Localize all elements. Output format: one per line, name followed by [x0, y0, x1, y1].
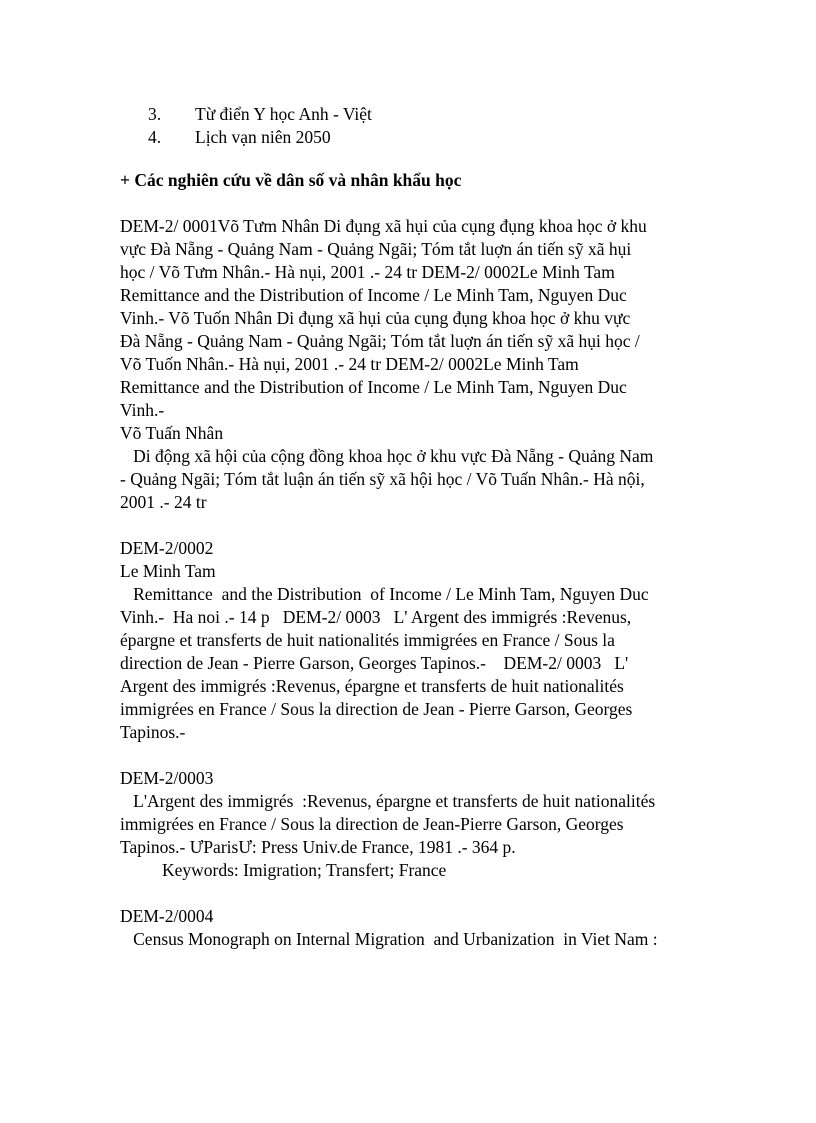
- list-item: [120, 103, 705, 126]
- entry-line: Remittance and the Distribution of Income / Le Minh Tam, Nguyen Duc: [120, 285, 627, 305]
- entry-line: Võ Tuốn Nhân.- Hà nụi, 2001 .- 24 tr DEM-2/ 0002Le Minh Tam: [120, 354, 579, 374]
- list-text: Lịch vạn niên 2050: [195, 127, 331, 147]
- entry-author: Võ Tuấn Nhân: [120, 423, 224, 443]
- list-text: Từ điển Y học Anh - Việt: [195, 104, 372, 124]
- entry-line: Tapinos.-: [120, 722, 186, 742]
- entry-line: Vinh.-: [120, 400, 165, 420]
- entry-author: Le Minh Tam: [120, 561, 216, 581]
- catalog-entry-0001: [120, 215, 705, 514]
- entry-line: Vinh.- Ha noi .- 14 p DEM-2/ 0003 L' Argent des immigrés :Revenus,: [120, 607, 632, 627]
- entry-line: Tapinos.- ƯParisƯ: Press Univ.de France, 1981 .- 364 p.: [120, 837, 516, 857]
- entry-line: vực Đà Nẵng - Quảng Nam - Quảng Ngãi; Tóm tắt luợn án tiến sỹ xã hụi: [120, 239, 632, 259]
- entry-line: direction de Jean - Pierre Garson, Georges Tapinos.- DEM-2/ 0003 L': [120, 653, 629, 673]
- entry-line: Di động xã hội của cộng đồng khoa học ở khu vực Đà Nẵng - Quảng Nam: [120, 446, 654, 466]
- list-number: 4.: [148, 127, 162, 147]
- entry-line: immigrées en France / Sous la direction de Jean - Pierre Garson, Georges: [120, 699, 633, 719]
- list-number: 3.: [148, 104, 162, 124]
- entry-code: DEM-2/0004: [120, 906, 214, 926]
- entry-code: DEM-2/0002: [120, 538, 214, 558]
- entry-line: Argent des immigrés :Revenus, épargne et transferts de huit nationalités: [120, 676, 624, 696]
- entry-line: DEM-2/ 0001Võ Tưm Nhân Di đụng xã hụi của cụng đụng khoa học ở khu: [120, 216, 647, 236]
- entry-line: Census Monograph on Internal Migration and Urbanization in Viet Nam :: [120, 929, 658, 949]
- entry-line: Remittance and the Distribution of Income / Le Minh Tam, Nguyen Duc: [120, 584, 649, 604]
- catalog-entry-0002: [120, 537, 705, 744]
- entry-line: Remittance and the Distribution of Income / Le Minh Tam, Nguyen Duc: [120, 377, 627, 397]
- entry-line: Vinh.- Võ Tuốn Nhân Di đụng xã hụi của cụng đụng khoa học ở khu vực: [120, 308, 631, 328]
- entry-line: - Quảng Ngãi; Tóm tắt luận án tiến sỹ xã hội học / Võ Tuấn Nhân.- Hà nội,: [120, 469, 645, 489]
- entry-line: học / Võ Tưm Nhân.- Hà nụi, 2001 .- 24 tr DEM-2/ 0002Le Minh Tam: [120, 262, 615, 282]
- entry-line: 2001 .- 24 tr: [120, 492, 207, 512]
- entry-line: Đà Nẵng - Quảng Nam - Quảng Ngãi; Tóm tắt luợn án tiến sỹ xã hụi học /: [120, 331, 640, 351]
- entry-line: L'Argent des immigrés :Revenus, épargne et transferts de huit nationalités: [120, 791, 656, 811]
- entry-code: DEM-2/0003: [120, 768, 214, 788]
- entry-line: immigrées en France / Sous la direction de Jean-Pierre Garson, Georges: [120, 814, 624, 834]
- list-item: [120, 126, 705, 149]
- catalog-entry-0004: [120, 905, 705, 951]
- catalog-entry-0003: [120, 767, 705, 882]
- section-heading: + Các nghiên cứu về dân số và nhân khẩu học: [120, 170, 462, 190]
- document-page: [120, 103, 705, 951]
- entry-keywords: Keywords: Imigration; Transfert; France: [162, 860, 447, 880]
- entry-line: épargne et transferts de huit nationalités immigrées en France / Sous la: [120, 630, 615, 650]
- numbered-list: [120, 103, 705, 149]
